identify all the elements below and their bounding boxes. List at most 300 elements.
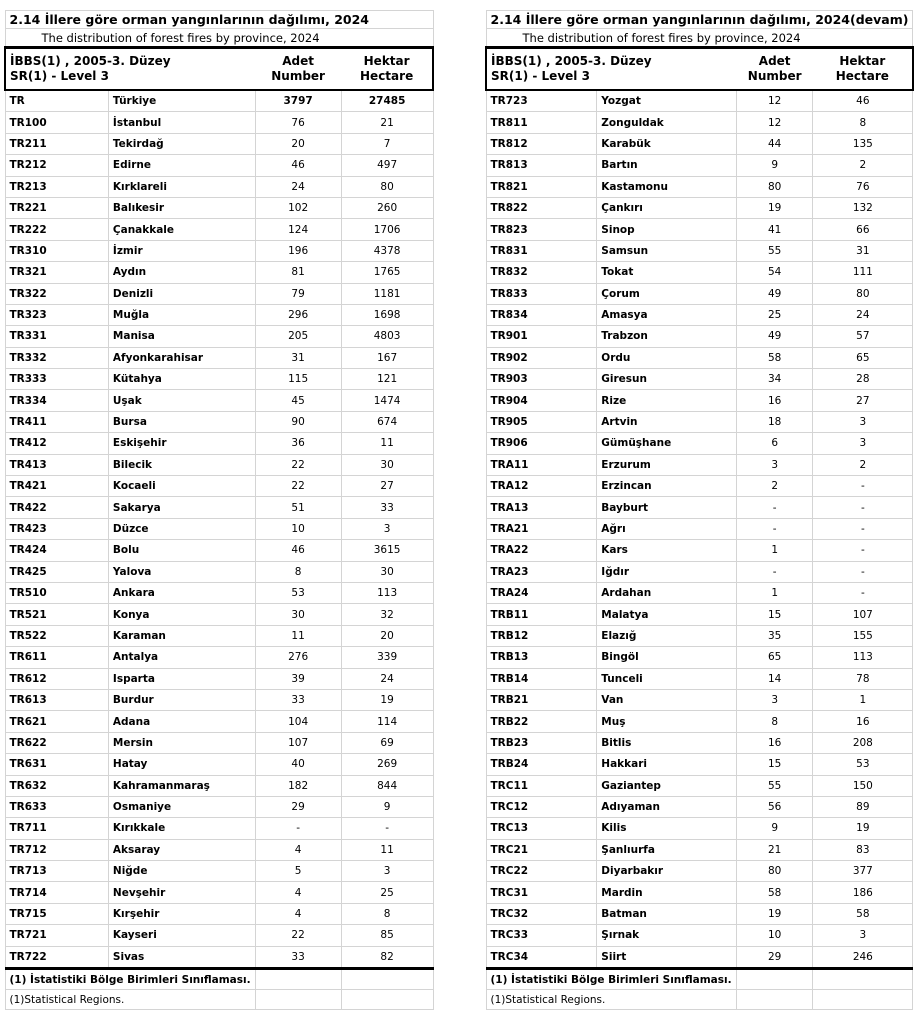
region-code: TRA24	[486, 582, 597, 603]
table-row	[486, 240, 913, 261]
province-name: İstanbul	[108, 112, 255, 133]
burned-hectare: 30	[341, 561, 433, 582]
region-code: TR424	[5, 540, 108, 561]
province-name: Rize	[597, 390, 737, 411]
table-subtitle-row	[5, 29, 433, 48]
table-row	[486, 454, 913, 475]
region-code: TR	[5, 90, 108, 112]
fire-count: 81	[255, 262, 341, 283]
hectare-header-line1: Hektar	[839, 54, 886, 68]
fire-count: 11	[255, 625, 341, 646]
region-code: TR521	[5, 604, 108, 625]
fire-count: 19	[737, 903, 813, 924]
province-name: Nevşehir	[108, 882, 255, 903]
burned-hectare: 107	[813, 604, 913, 625]
burned-hectare: 497	[341, 155, 433, 176]
region-code: TRA23	[486, 561, 597, 582]
table-row	[486, 711, 913, 732]
fire-count: 58	[737, 347, 813, 368]
burned-hectare: -	[813, 518, 913, 539]
region-code: TRC11	[486, 775, 597, 796]
region-code: TR833	[486, 283, 597, 304]
fire-count: 12	[737, 112, 813, 133]
province-name: Aksaray	[108, 839, 255, 860]
region-code: TR633	[5, 796, 108, 817]
burned-hectare: 20	[341, 625, 433, 646]
burned-hectare: 269	[341, 754, 433, 775]
region-code: TR411	[5, 411, 108, 432]
burned-hectare: 674	[341, 411, 433, 432]
burned-hectare: 260	[341, 197, 433, 218]
region-code: TRB23	[486, 732, 597, 753]
footnote-row	[5, 969, 433, 990]
table-row	[5, 454, 433, 475]
province-name: Şanlıurfa	[597, 839, 737, 860]
number-header-line2: Number	[271, 69, 325, 83]
province-name: Konya	[108, 604, 255, 625]
region-code: TRA21	[486, 518, 597, 539]
fire-count: 55	[737, 775, 813, 796]
table-row	[5, 668, 433, 689]
burned-hectare: 3	[813, 925, 913, 946]
burned-hectare: 80	[813, 283, 913, 304]
province-name: Bayburt	[597, 497, 737, 518]
table-row	[5, 903, 433, 924]
fire-count: 33	[255, 946, 341, 968]
province-name: Gaziantep	[597, 775, 737, 796]
region-code: TRC22	[486, 861, 597, 882]
footnote-2: (1)Statistical Regions.	[486, 990, 737, 1010]
fire-count: 5	[255, 861, 341, 882]
region-header-line1: İBBS(1) , 2005-3. Düzey	[10, 54, 171, 68]
table-row	[5, 818, 433, 839]
burned-hectare: -	[813, 497, 913, 518]
table-row	[486, 347, 913, 368]
region-code: TR211	[5, 133, 108, 154]
region-code: TR212	[5, 155, 108, 176]
province-name: Sivas	[108, 946, 255, 968]
region-code: TR310	[5, 240, 108, 261]
burned-hectare: 85	[341, 925, 433, 946]
burned-hectare: 69	[341, 732, 433, 753]
burned-hectare: 46	[813, 90, 913, 112]
region-column-header	[486, 48, 737, 91]
fire-count: 65	[737, 647, 813, 668]
table-row	[486, 839, 913, 860]
province-name: İzmir	[108, 240, 255, 261]
region-code: TR723	[486, 90, 597, 112]
region-code: TR822	[486, 197, 597, 218]
province-name: Tokat	[597, 262, 737, 283]
region-code: TRB13	[486, 647, 597, 668]
fire-count: 18	[737, 411, 813, 432]
fire-count: 34	[737, 369, 813, 390]
region-header-line1: İBBS(1) , 2005-3. Düzey	[491, 54, 652, 68]
table-row	[5, 711, 433, 732]
table-row	[5, 540, 433, 561]
fire-count: 49	[737, 326, 813, 347]
table-row	[486, 304, 913, 325]
burned-hectare: 32	[341, 604, 433, 625]
region-code: TR714	[5, 882, 108, 903]
table-row	[486, 369, 913, 390]
province-name: Elazığ	[597, 625, 737, 646]
province-name: Düzce	[108, 518, 255, 539]
burned-hectare: 3	[341, 861, 433, 882]
region-code: TRC31	[486, 882, 597, 903]
fire-count: 25	[737, 304, 813, 325]
fire-count: 49	[737, 283, 813, 304]
table-row	[486, 775, 913, 796]
fire-count: 58	[737, 882, 813, 903]
province-name: Kırşehir	[108, 903, 255, 924]
table-row	[486, 818, 913, 839]
province-name: Ağrı	[597, 518, 737, 539]
table-row	[486, 540, 913, 561]
region-code: TR333	[5, 369, 108, 390]
burned-hectare: 1181	[341, 283, 433, 304]
table-row	[5, 946, 433, 968]
fire-count: 9	[737, 155, 813, 176]
region-code: TR713	[5, 861, 108, 882]
fire-count: 8	[255, 561, 341, 582]
column-header-row	[5, 48, 433, 91]
table-row	[5, 326, 433, 347]
fire-count: 102	[255, 197, 341, 218]
region-code: TR901	[486, 326, 597, 347]
province-name: Ardahan	[597, 582, 737, 603]
region-code: TR421	[5, 476, 108, 497]
table-row	[5, 390, 433, 411]
fire-count: 53	[255, 582, 341, 603]
province-name: Giresun	[597, 369, 737, 390]
fire-count: 124	[255, 219, 341, 240]
burned-hectare: 2	[813, 454, 913, 475]
province-name: Burdur	[108, 689, 255, 710]
region-code: TR322	[5, 283, 108, 304]
table-row	[486, 262, 913, 283]
hectare-header-line2: Hectare	[360, 69, 414, 83]
fire-count: 80	[737, 861, 813, 882]
province-name: Mersin	[108, 732, 255, 753]
region-code: TR412	[5, 433, 108, 454]
province-name: Çanakkale	[108, 219, 255, 240]
fire-count: 54	[737, 262, 813, 283]
region-code: TRC13	[486, 818, 597, 839]
province-name: Edirne	[108, 155, 255, 176]
burned-hectare: 114	[341, 711, 433, 732]
province-name: Muğla	[108, 304, 255, 325]
region-code: TR905	[486, 411, 597, 432]
region-code: TR715	[5, 903, 108, 924]
region-code: TR522	[5, 625, 108, 646]
region-code: TR510	[5, 582, 108, 603]
hectare-column-header	[813, 48, 913, 91]
burned-hectare: 11	[341, 433, 433, 454]
province-name: Osmaniye	[108, 796, 255, 817]
table-row	[486, 689, 913, 710]
province-name: Sakarya	[108, 497, 255, 518]
burned-hectare: 65	[813, 347, 913, 368]
region-code: TR413	[5, 454, 108, 475]
fire-count: 56	[737, 796, 813, 817]
burned-hectare: 78	[813, 668, 913, 689]
region-code: TR221	[5, 197, 108, 218]
region-code: TR813	[486, 155, 597, 176]
burned-hectare: 28	[813, 369, 913, 390]
burned-hectare: 844	[341, 775, 433, 796]
region-code: TR622	[5, 732, 108, 753]
burned-hectare: -	[813, 540, 913, 561]
province-name: Çorum	[597, 283, 737, 304]
fire-count: 33	[255, 689, 341, 710]
table-row	[5, 304, 433, 325]
region-code: TR812	[486, 133, 597, 154]
table-row	[5, 240, 433, 261]
province-name: Bursa	[108, 411, 255, 432]
table-row	[5, 839, 433, 860]
burned-hectare: 57	[813, 326, 913, 347]
table-row	[486, 518, 913, 539]
burned-hectare: 24	[341, 668, 433, 689]
fire-count: 276	[255, 647, 341, 668]
province-name: Adıyaman	[597, 796, 737, 817]
fire-count: 3797	[255, 90, 341, 112]
region-code: TR823	[486, 219, 597, 240]
province-name: Antalya	[108, 647, 255, 668]
region-code: TR611	[5, 647, 108, 668]
hectare-header-line2: Hectare	[835, 69, 889, 83]
table-title: 2.14 İllere göre orman yangınlarının dağılımı, 2024(devam)	[486, 11, 913, 29]
table-body	[5, 90, 433, 969]
hectare-header-line1: Hektar	[363, 54, 410, 68]
region-header-line2: SR(1) - Level 3	[491, 69, 590, 83]
fire-count: 14	[737, 668, 813, 689]
fire-count: 4	[255, 903, 341, 924]
region-code: TR213	[5, 176, 108, 197]
table-row	[5, 518, 433, 539]
table-row	[5, 176, 433, 197]
region-code: TRC34	[486, 946, 597, 968]
region-code: TR903	[486, 369, 597, 390]
region-code: TR821	[486, 176, 597, 197]
fire-count: 19	[737, 197, 813, 218]
burned-hectare: 150	[813, 775, 913, 796]
table-row	[486, 861, 913, 882]
province-name: Siirt	[597, 946, 737, 968]
fire-count: 16	[737, 390, 813, 411]
region-code: TR904	[486, 390, 597, 411]
province-name: Adana	[108, 711, 255, 732]
table-row	[5, 133, 433, 154]
region-code: TR832	[486, 262, 597, 283]
burned-hectare: 1765	[341, 262, 433, 283]
table-row	[486, 476, 913, 497]
fire-count: 29	[737, 946, 813, 968]
burned-hectare: 58	[813, 903, 913, 924]
table-row	[5, 497, 433, 518]
region-code: TR632	[5, 775, 108, 796]
burned-hectare: 3615	[341, 540, 433, 561]
fire-count: 44	[737, 133, 813, 154]
province-name: Tekirdağ	[108, 133, 255, 154]
table-row	[486, 219, 913, 240]
burned-hectare: 89	[813, 796, 913, 817]
province-name: Van	[597, 689, 737, 710]
burned-hectare: 9	[341, 796, 433, 817]
region-code: TR331	[5, 326, 108, 347]
table-row	[5, 925, 433, 946]
fire-count: 35	[737, 625, 813, 646]
burned-hectare: 21	[341, 112, 433, 133]
fire-count: 22	[255, 476, 341, 497]
region-code: TR321	[5, 262, 108, 283]
footnote-row	[5, 990, 433, 1010]
province-name: Şırnak	[597, 925, 737, 946]
province-name: Hakkari	[597, 754, 737, 775]
fire-count: 182	[255, 775, 341, 796]
table-row	[5, 604, 433, 625]
burned-hectare: 2	[813, 155, 913, 176]
burned-hectare: 377	[813, 861, 913, 882]
fire-count: 36	[255, 433, 341, 454]
province-name: Niğde	[108, 861, 255, 882]
fire-count: 20	[255, 133, 341, 154]
province-name: Hatay	[108, 754, 255, 775]
province-name: Yozgat	[597, 90, 737, 112]
province-name: Türkiye	[108, 90, 255, 112]
burned-hectare: 121	[341, 369, 433, 390]
table-row	[486, 133, 913, 154]
region-code: TRA11	[486, 454, 597, 475]
region-code: TR425	[5, 561, 108, 582]
province-name: Yalova	[108, 561, 255, 582]
province-name: Bartın	[597, 155, 737, 176]
table-row	[486, 561, 913, 582]
province-name: Kocaeli	[108, 476, 255, 497]
province-name: Kütahya	[108, 369, 255, 390]
province-name: Kastamonu	[597, 176, 737, 197]
province-name: Manisa	[108, 326, 255, 347]
table-row	[5, 647, 433, 668]
burned-hectare: 113	[813, 647, 913, 668]
burned-hectare: -	[813, 582, 913, 603]
region-code: TRA12	[486, 476, 597, 497]
burned-hectare: 1	[813, 689, 913, 710]
province-name: Ankara	[108, 582, 255, 603]
burned-hectare: 135	[813, 133, 913, 154]
province-name: Gümüşhane	[597, 433, 737, 454]
province-name: Amasya	[597, 304, 737, 325]
burned-hectare: 111	[813, 262, 913, 283]
table-row	[5, 197, 433, 218]
table-row	[486, 197, 913, 218]
burned-hectare: -	[813, 561, 913, 582]
province-name: Samsun	[597, 240, 737, 261]
burned-hectare: 4378	[341, 240, 433, 261]
fire-count: 79	[255, 283, 341, 304]
fire-count: 1	[737, 540, 813, 561]
region-code: TRC21	[486, 839, 597, 860]
table-row	[5, 582, 433, 603]
fire-count: 51	[255, 497, 341, 518]
region-code: TRC33	[486, 925, 597, 946]
province-name: Afyonkarahisar	[108, 347, 255, 368]
fire-count: -	[737, 561, 813, 582]
table-row	[486, 668, 913, 689]
table-row	[5, 625, 433, 646]
burned-hectare: 3	[813, 433, 913, 454]
burned-hectare: 80	[341, 176, 433, 197]
fire-count: 46	[255, 540, 341, 561]
burned-hectare: 30	[341, 454, 433, 475]
table-row	[486, 326, 913, 347]
region-code: TR422	[5, 497, 108, 518]
table-row	[486, 647, 913, 668]
region-code: TRA22	[486, 540, 597, 561]
region-code: TR712	[5, 839, 108, 860]
fire-count: 30	[255, 604, 341, 625]
table-row	[486, 604, 913, 625]
region-code: TRC32	[486, 903, 597, 924]
fire-count: 6	[737, 433, 813, 454]
table-row	[5, 882, 433, 903]
province-name: Iğdır	[597, 561, 737, 582]
fire-count: 40	[255, 754, 341, 775]
province-name: Mardin	[597, 882, 737, 903]
right-table-panel	[485, 10, 914, 1010]
burned-hectare: 24	[813, 304, 913, 325]
burned-hectare: 113	[341, 582, 433, 603]
fire-count: 12	[737, 90, 813, 112]
burned-hectare: 53	[813, 754, 913, 775]
province-name: Diyarbakır	[597, 861, 737, 882]
region-code: TR423	[5, 518, 108, 539]
region-code: TR722	[5, 946, 108, 968]
left-table-panel	[4, 10, 434, 1010]
footnote-2: (1)Statistical Regions.	[5, 990, 255, 1010]
table-row	[486, 411, 913, 432]
burned-hectare: 167	[341, 347, 433, 368]
table-subtitle: The distribution of forest fires by province, 2024	[486, 29, 913, 48]
table-row	[486, 176, 913, 197]
table-row	[5, 775, 433, 796]
table-row	[5, 861, 433, 882]
region-code: TRA13	[486, 497, 597, 518]
table-row	[486, 796, 913, 817]
burned-hectare: 1706	[341, 219, 433, 240]
burned-hectare: 19	[341, 689, 433, 710]
table-row	[5, 561, 433, 582]
burned-hectare: 25	[341, 882, 433, 903]
fire-count: 39	[255, 668, 341, 689]
table-row	[5, 433, 433, 454]
burned-hectare: 31	[813, 240, 913, 261]
burned-hectare: 246	[813, 946, 913, 968]
table-row	[486, 754, 913, 775]
region-code: TRB24	[486, 754, 597, 775]
table-row	[5, 112, 433, 133]
province-name: Bilecik	[108, 454, 255, 475]
table-row	[5, 732, 433, 753]
fire-count: 22	[255, 925, 341, 946]
province-name: Malatya	[597, 604, 737, 625]
province-name: Uşak	[108, 390, 255, 411]
province-name: Kars	[597, 540, 737, 561]
fire-count: 296	[255, 304, 341, 325]
fire-count: 9	[737, 818, 813, 839]
region-code: TR711	[5, 818, 108, 839]
